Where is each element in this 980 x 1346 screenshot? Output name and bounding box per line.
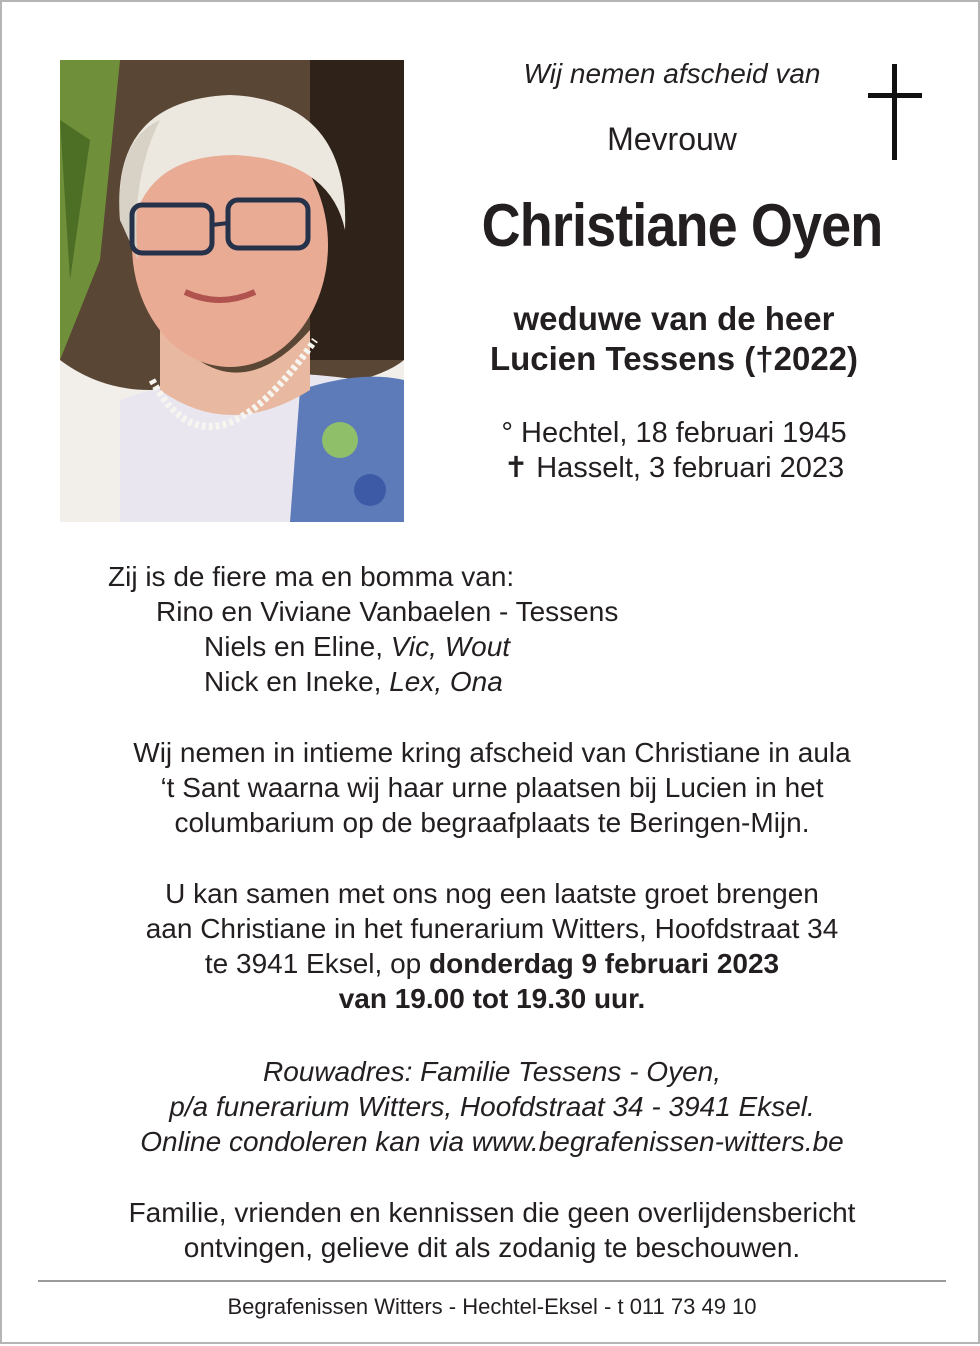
farewell-line-1: Wij nemen in intieme kring afscheid van Christiane in aula: [133, 737, 851, 768]
birth-line: ° Hechtel, 18 februari 1945: [501, 417, 847, 449]
portrait-photo: [60, 60, 404, 522]
visitation-time: van 19.00 tot 19.30 uur.: [338, 983, 646, 1014]
family-line-3: [108, 664, 618, 699]
farewell-line-3: columbarium op de begraafplaats te Beringen-Mijn.: [174, 807, 810, 838]
widow-statement: [442, 299, 906, 379]
family-line-1: Rino en Viviane Vanbaelen - Tessens: [156, 596, 619, 627]
deceased-name: Christiane Oyen: [481, 192, 883, 259]
footer-text: Begrafenissen Witters - Hechtel-Eksel - t 011 73 49 10: [227, 1294, 757, 1319]
visitation-line-3: [42, 946, 942, 981]
footer-divider: [38, 1280, 946, 1282]
family-line-2-children: Vic, Wout: [390, 631, 511, 662]
visitation-paragraph: [42, 876, 942, 1016]
family-list: [108, 559, 618, 699]
family-line-3-names: Nick en Ineke,: [204, 666, 390, 697]
condolence-link[interactable]: Online condoleren kan via www.begrafenissen-witters.be: [140, 1126, 844, 1157]
address-paragraph: [42, 1054, 942, 1159]
farewell-paragraph: [42, 735, 942, 840]
closing-line-1: Familie, vrienden en kennissen die geen overlijdensbericht: [128, 1197, 856, 1228]
address-line-1: Rouwadres: Familie Tessens - Oyen,: [262, 1056, 722, 1087]
address-line-2: p/a funerarium Witters, Hoofdstraat 34 - 3941 Eksel.: [169, 1091, 815, 1122]
salutation: Mevrouw: [607, 121, 737, 157]
closing-line-2: ontvingen, gelieve dit als zodanig te beschouwen.: [183, 1232, 801, 1263]
farewell-line-2: ‘t Sant waarna wij haar urne plaatsen bij Lucien in het: [160, 772, 824, 803]
visitation-line-1: U kan samen met ons nog een laatste groet brengen: [165, 878, 819, 909]
family-line-2: [108, 629, 618, 664]
widow-line-2: Lucien Tessens (†2022): [489, 340, 859, 377]
family-line-3-children: Lex, Ona: [389, 666, 503, 697]
intro-text: Wij nemen afscheid van: [523, 58, 821, 89]
widow-line-1: weduwe van de heer: [513, 300, 835, 337]
portrait-illustration: [60, 60, 404, 522]
life-dates: [442, 416, 906, 486]
closing-paragraph: [42, 1195, 942, 1265]
family-line-2-names: Niels en Eline,: [204, 631, 391, 662]
visitation-line-2: aan Christiane in het funerarium Witters, Hoofdstraat 34: [145, 913, 839, 944]
family-heading: Zij is de fiere ma en bomma van:: [108, 561, 515, 592]
death-line: ✝ Hasselt, 3 februari 2023: [503, 452, 845, 484]
visitation-line-3-prefix: te 3941 Eksel, op: [204, 948, 430, 979]
visitation-date: donderdag 9 februari 2023: [429, 948, 780, 979]
